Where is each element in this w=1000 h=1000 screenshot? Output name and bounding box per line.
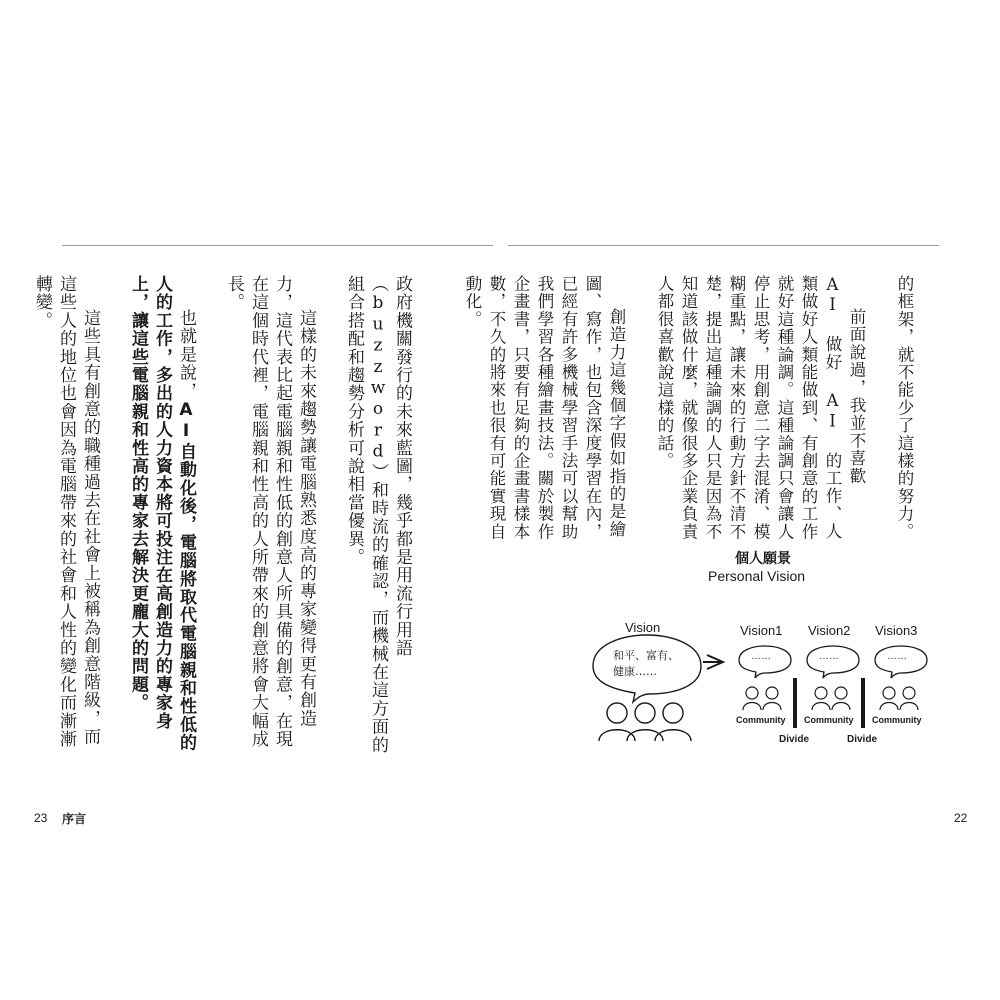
arrow-icon [703,655,723,669]
left-page-rule [62,245,493,246]
right-page-rule [508,245,939,246]
personal-vision-diagram [585,548,935,758]
diagram-subtitle: Personal Vision [708,568,806,584]
community1-label: Community [736,715,786,725]
left-paragraph-2: 這樣的未來趨勢讓電腦熟悉度高的專家變得更有創造力，這代表比起電腦親和性低的創意人所具備的創意，在現在這個時代裡，電腦親和性高的人所帶來的創意將會大幅成長。 [224,275,316,749]
vision-bubble-text: 和平、富有、健康…… [613,649,679,678]
left-page-number: 23 [34,811,48,825]
diagram-title: 個人願景 [735,551,791,567]
community3-people [880,687,918,710]
divide-bar-1 [793,678,797,728]
left-paragraph-1: 政府機關發行的未來藍圖，幾乎都是用流行用語（buzzword）和時流的確認，而機械在這方面的組合搭配和趨勢分析可說相當優異。 [344,275,412,754]
vision2-ellipsis: …… [819,651,839,662]
vision3-label: Vision3 [875,623,918,638]
people-group-main [599,703,691,741]
vision1-label: Vision1 [740,623,783,638]
vision2-label: Vision2 [808,623,851,638]
vision3-ellipsis: …… [887,651,907,662]
divide2-label: Divide [847,734,878,745]
vision-label: Vision [625,620,661,635]
community2-people [812,687,850,710]
left-paragraph-4: 這些具有創意的職種過去在社會上被稱為創意階級，而這些人的地位也會因為電腦帶來的社會和人性的變化而漸漸轉變。 [32,275,100,749]
left-paragraph-3-lead: 也就是說， [176,309,196,400]
community3-label: Community [872,715,922,725]
left-page-body [32,275,438,760]
divide1-label: Divide [779,734,810,745]
community1-people [743,687,781,710]
right-paragraph-3: 創造力這幾個字假如指的是繪圖、寫作，也包含深度學習在內，已經有許多機械學習手法可以幫助我們學習各種繪畫技法。關於製作企畫書，只要有足夠的企畫書樣本數，不久的將來也很有可能實現自動化。 [463,275,626,541]
right-page-body [463,275,940,545]
running-head: 序言 [62,812,87,826]
divide-bar-2 [861,678,865,728]
left-paragraph-3-bold: AI自動化後，電腦將取代電腦親和性低的人的工作，多出的人力資本將可投注在高創造力的專家身上，讓這些電腦親和性高的專家去解決更龐大的問題。 [128,275,196,752]
right-paragraph-2: 前面說過，我並不喜歡 AI 做好 AI 的工作、人類做好人類能做到、有創意的工作就好這種論調。這種論調只會讓人停止思考，用創意二字去混淆、模糊重點，讓未來的行動方針不清不楚，提出這種論調的人只是因為不知道該做什麼，就像很多企業負責人都很喜歡說這樣的話。 [655,275,866,541]
right-paragraph-1: 的框架，就不能少了這樣的努力。 [895,275,914,541]
right-page-number: 22 [954,811,968,825]
vision1-ellipsis: …… [751,651,771,662]
left-paragraph-3 [126,275,198,760]
community2-label: Community [804,715,854,725]
